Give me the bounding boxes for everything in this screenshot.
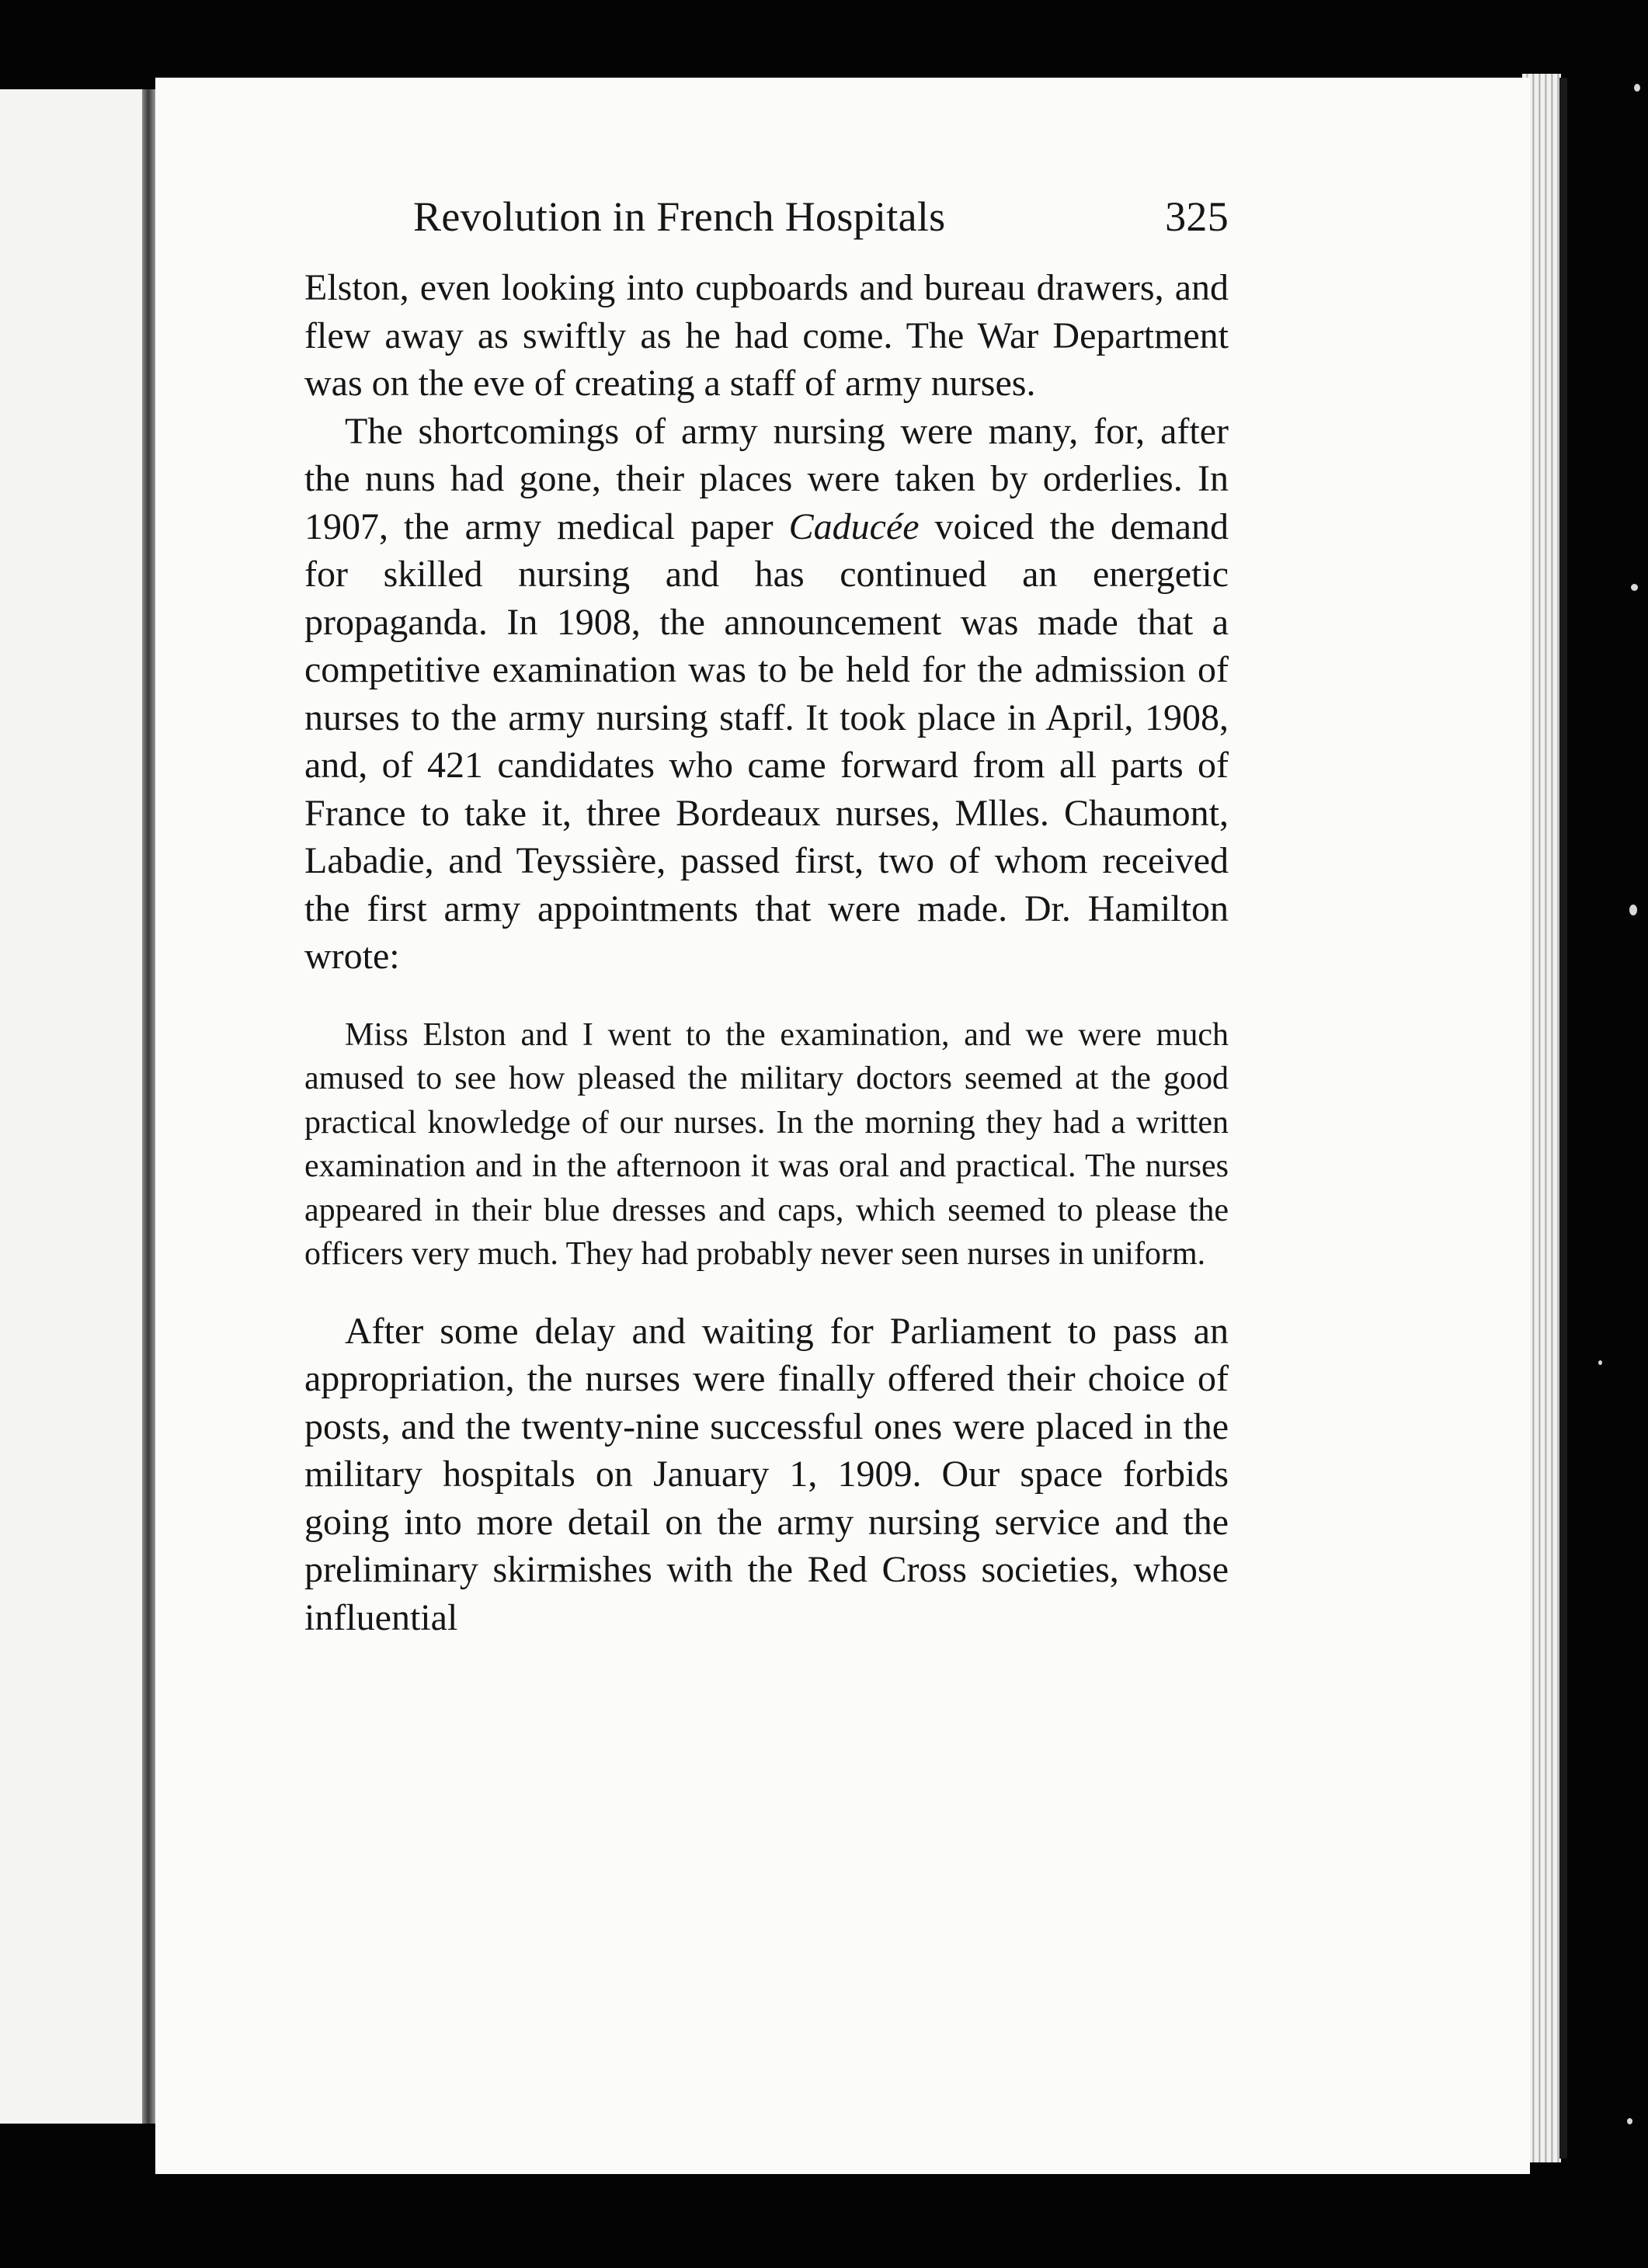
- adjacent-left-page: [0, 89, 148, 2124]
- scan-speck: [1629, 905, 1637, 915]
- paragraph-text-after-italic: voiced the demand for skilled nursing and has continued an energetic propaganda. In 1908, the announcement was made that a competitive examination was to be held for the admission of nurses to the army nursing staff. It took place in April, 1908, and, of 421 candidates who came forward from all parts of France to take it, three Bordeaux nurses, Mlles. Chaumont, Labadie, and Teyssière, passed first, two of whom received the first army appointments that were made. Dr. Hamilton wrote:: [304, 505, 1229, 977]
- running-head-title: Revolution in French Hospitals: [413, 193, 946, 240]
- paragraph-army-nursing: [304, 408, 1229, 981]
- journal-title-italic: Caducée: [788, 505, 920, 547]
- page-stack-shadow: [1559, 78, 1567, 2159]
- page-text: [304, 179, 1229, 1641]
- running-head: [304, 179, 1229, 264]
- scan-speck: [1634, 84, 1640, 92]
- scan-speck: [1598, 1360, 1602, 1365]
- scan-speck: [1631, 584, 1638, 591]
- block-quote: Miss Elston and I went to the examination, and we were much amused to see how pleased the military doctors seemed at the good practical knowledge of our nurses. In the morning they had a written examination and in the afternoon it was oral and practical. The nurses appeared in their blue dresses and caps, which seemed to please the officers very much. They had probably never seen nurses in uniform.: [304, 1016, 1229, 1272]
- paragraph-continuation: Elston, even looking into cupboards and bureau drawers, and flew away as swiftly as he had come. The War Department was on the eve of creating a staff of army nurses.: [304, 267, 1229, 404]
- scan-speck: [1627, 2118, 1632, 2124]
- page-number: 325: [1165, 193, 1229, 240]
- paragraph-appointments: After some delay and waiting for Parliament to pass an appropriation, the nurses were finally offered their choice of posts, and the twenty-nine successful ones were placed in the military hospitals on January 1, 1909. Our space forbids going into more detail on the army nursing service and the preliminary skirmishes with the Red Cross societies, whose influential: [304, 1310, 1229, 1638]
- paragraph-text-before-italic: The shortcomings of army nursing were many, for, after the nuns had gone, their places were taken by orderlies. In 1907, the army medical paper: [304, 410, 1229, 547]
